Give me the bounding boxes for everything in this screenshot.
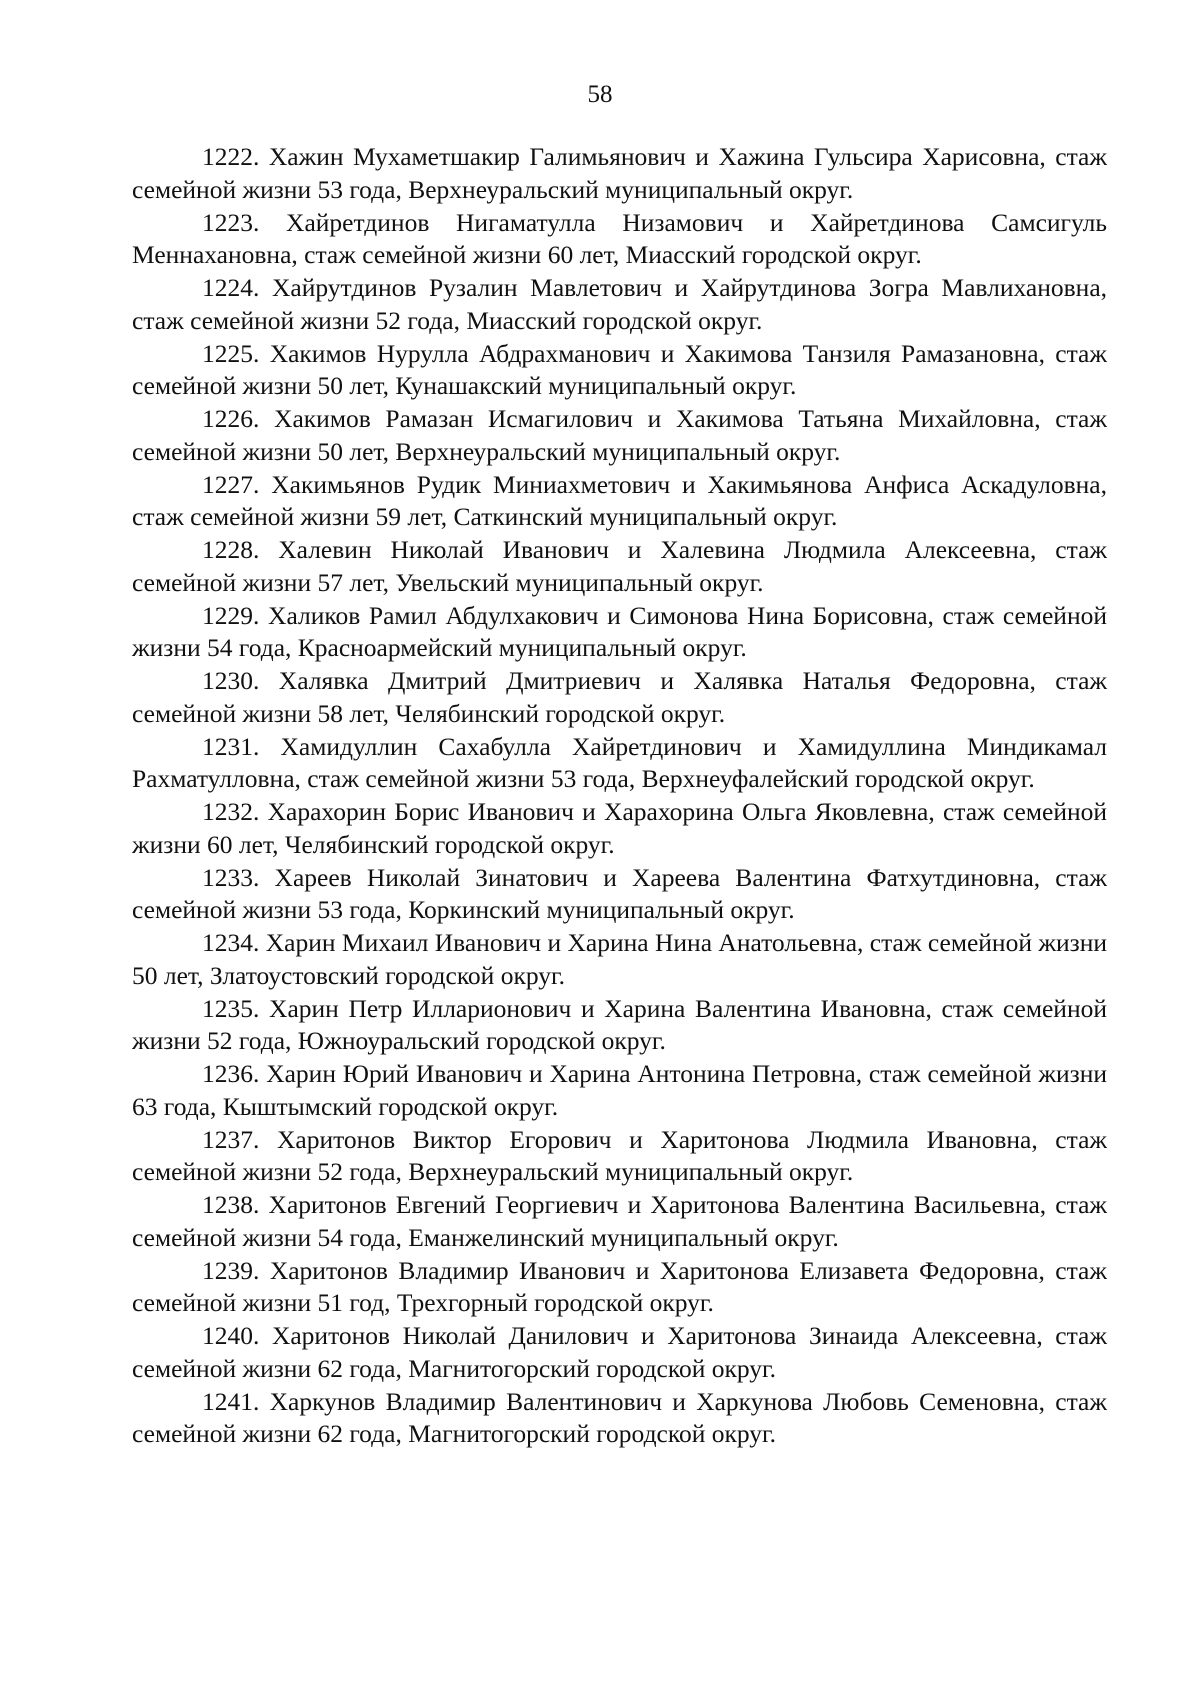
list-item bbox=[132, 403, 1107, 468]
page-number: 58 bbox=[587, 81, 613, 108]
list-item bbox=[132, 1189, 1107, 1254]
entry-text: Харкунов Владимир Валентинович и Харкунова Любовь Семеновна, стаж семейной жизни 62 года, Магнитогорский городской округ. bbox=[132, 1386, 1107, 1448]
entry-text: Хамидуллин Сахабулла Хайретдинович и Хамидуллина Миндикамал Рахматулловна, стаж семейной жизни 53 года, Верхнеуфалейский городской округ. bbox=[132, 731, 1107, 793]
entry-text: Харитонов Евгений Георгиевич и Харитонова Валентина Васильевна, стаж семейной жизни 54 года, Еманжелинский муниципальный округ. bbox=[132, 1190, 1108, 1252]
entry-number: 1240. bbox=[202, 1321, 260, 1350]
entry-number: 1239. bbox=[202, 1255, 260, 1285]
entry-text: Халевин Николай Иванович и Халевина Людмила Алексеевна, стаж семейной жизни 57 лет, Увельский муниципальный округ. bbox=[132, 535, 1108, 597]
entry-number: 1236. bbox=[202, 1059, 260, 1088]
entry-number: 1241. bbox=[202, 1386, 260, 1416]
list-item bbox=[132, 796, 1107, 861]
entry-number: 1230. bbox=[202, 666, 260, 695]
entry-text: Харитонов Владимир Иванович и Харитонова Елизавета Федоровна, стаж семейной жизни 51 год, Трехгорный городской округ. bbox=[132, 1255, 1107, 1317]
entry-number: 1229. bbox=[202, 600, 260, 630]
entry-text: Харитонов Виктор Егорович и Харитонова Людмила Ивановна, стаж семейной жизни 52 года, Верхнеуральский муниципальный округ. bbox=[132, 1124, 1108, 1186]
entry-number: 1223. bbox=[202, 207, 260, 237]
entry-text: Хайрутдинов Рузалин Мавлетович и Хайрутдинова Зогра Мавлихановна, стаж семейной жизни 52 года, Миасский городской округ. bbox=[132, 273, 1108, 335]
list-item bbox=[132, 862, 1107, 927]
entry-text: Харахорин Борис Иванович и Харахорина Ольга Яковлевна, стаж семейной жизни 60 лет, Челябинский городской округ. bbox=[132, 797, 1108, 859]
entry-number: 1235. bbox=[202, 993, 260, 1023]
entry-number: 1227. bbox=[202, 469, 260, 499]
entry-number: 1233. bbox=[202, 862, 260, 892]
list-item bbox=[132, 731, 1107, 796]
list-item bbox=[132, 927, 1107, 992]
entry-list bbox=[132, 141, 1107, 1451]
entry-number: 1226. bbox=[202, 404, 260, 433]
list-item bbox=[132, 1058, 1107, 1123]
entry-number: 1225. bbox=[202, 338, 260, 368]
entry-text: Хажин Мухаметшакир Галимьянович и Хажина Гульсира Харисовна, стаж семейной жизни 53 года, Верхнеуральский муниципальный округ. bbox=[132, 142, 1107, 204]
entry-text: Халявка Дмитрий Дмитриевич и Халявка Наталья Федоровна, стаж семейной жизни 58 лет, Челябинский городской округ. bbox=[132, 666, 1108, 728]
entry-text: Хакимьянов Рудик Миниахметович и Хакимьянова Анфиса Аскадуловна, стаж семейной жизни 59 лет, Саткинский муниципальный округ. bbox=[132, 469, 1107, 531]
list-item bbox=[132, 1255, 1107, 1320]
entry-number: 1224. bbox=[202, 273, 260, 302]
entry-text: Харин Петр Илларионович и Харина Валентина Ивановна, стаж семейной жизни 52 года, Южноуральский городской округ. bbox=[132, 993, 1107, 1055]
entry-text: Хайретдинов Нигаматулла Низамович и Хайретдинова Самсигуль Меннахановна, стаж семейной жизни 60 лет, Миасский городской округ. bbox=[132, 207, 1107, 269]
entry-number: 1238. bbox=[202, 1190, 260, 1219]
list-item bbox=[132, 1124, 1107, 1189]
list-item bbox=[132, 272, 1107, 337]
list-item bbox=[132, 338, 1107, 403]
entry-number: 1228. bbox=[202, 535, 260, 564]
entry-number: 1231. bbox=[202, 731, 260, 761]
entry-text: Харин Юрий Иванович и Харина Антонина Петровна, стаж семейной жизни 63 года, Кыштымский городской округ. bbox=[132, 1059, 1107, 1121]
entry-text: Хакимов Рамазан Исмагилович и Хакимова Татьяна Михайловна, стаж семейной жизни 50 лет, Верхнеуральский муниципальный округ. bbox=[132, 404, 1107, 466]
entry-text: Халиков Рамил Абдулхакович и Симонова Нина Борисовна, стаж семейной жизни 54 года, Красноармейский муниципальный округ. bbox=[132, 600, 1107, 662]
entry-number: 1232. bbox=[202, 797, 260, 826]
entry-text: Харин Михаил Иванович и Харина Нина Анатольевна, стаж семейной жизни 50 лет, Златоустовский городской округ. bbox=[132, 928, 1107, 990]
list-item bbox=[132, 1386, 1107, 1451]
entry-text: Харитонов Николай Данилович и Харитонова Зинаида Алексеевна, стаж семейной жизни 62 года, Магнитогорский городской округ. bbox=[132, 1321, 1107, 1383]
entry-text: Хакимов Нурулла Абдрахманович и Хакимова Танзиля Рамазановна, стаж семейной жизни 50 лет, Кунашакский муниципальный округ. bbox=[132, 338, 1107, 400]
list-item bbox=[132, 600, 1107, 665]
entry-text: Хареев Николай Зинатович и Хареева Валентина Фатхутдиновна, стаж семейной жизни 53 года, Коркинский муниципальный округ. bbox=[132, 862, 1108, 924]
list-item bbox=[132, 993, 1107, 1058]
entry-number: 1222. bbox=[202, 142, 260, 171]
list-item bbox=[132, 534, 1107, 599]
list-item bbox=[132, 207, 1107, 272]
list-item bbox=[132, 665, 1107, 730]
entry-number: 1237. bbox=[202, 1124, 260, 1154]
list-item bbox=[132, 141, 1107, 206]
entry-number: 1234. bbox=[202, 928, 260, 957]
list-item bbox=[132, 1320, 1107, 1385]
list-item bbox=[132, 469, 1107, 534]
